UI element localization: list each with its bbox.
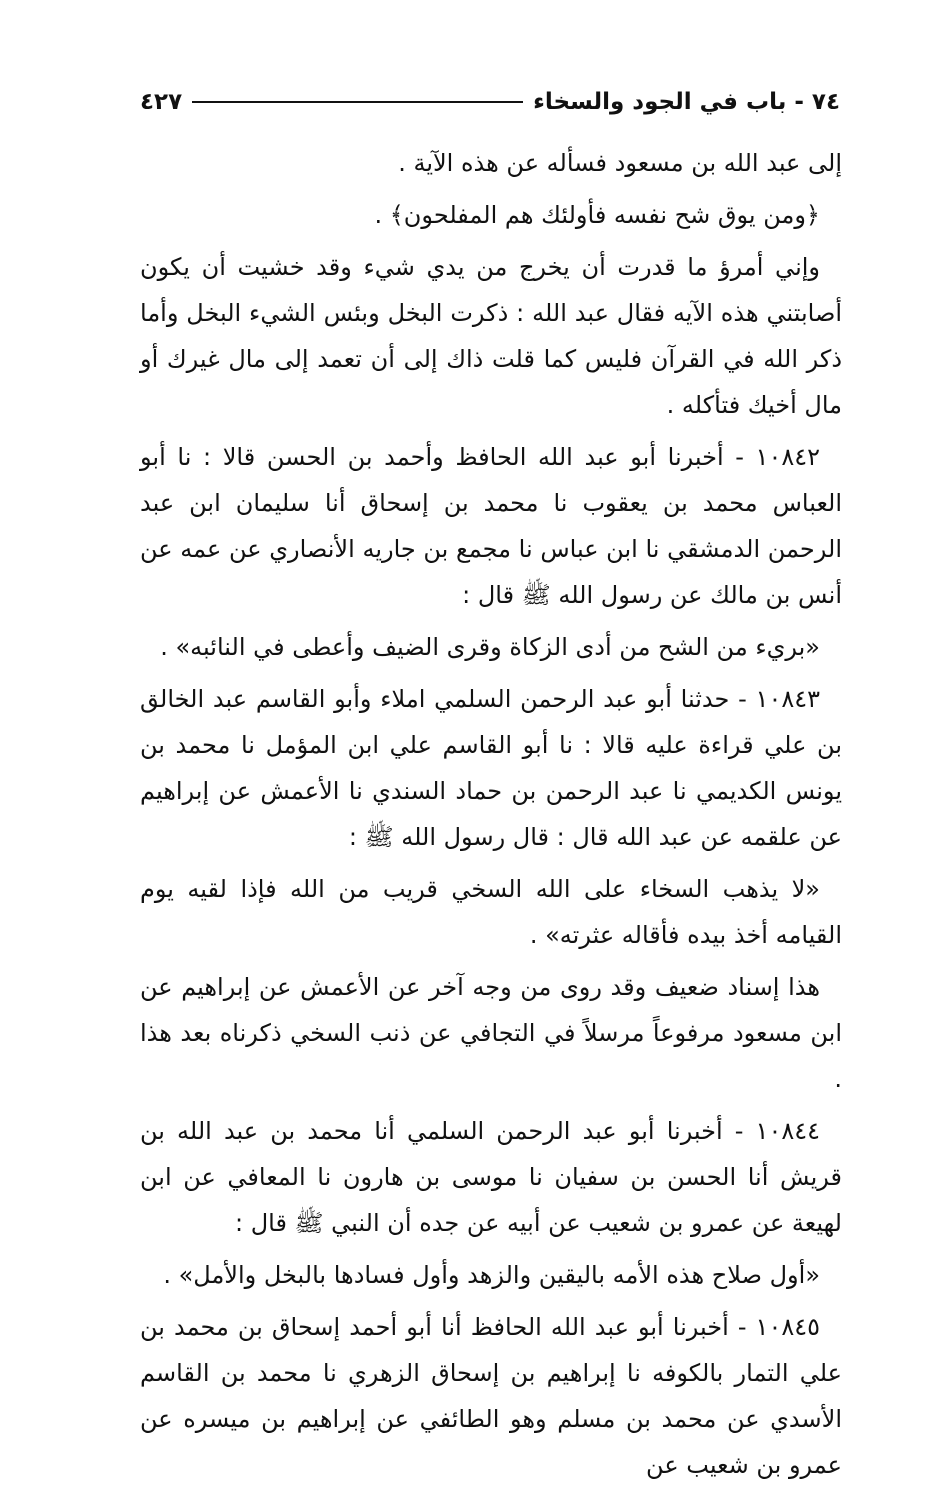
running-header — [140, 82, 840, 122]
hadith-chain-10845: ١٠٨٤٥ - أخبرنا أبو عبد الله الحافظ أنا أبو أحمد إسحاق بن محمد بن علي التمار بالكوفه نا إبراهيم بن إسحاق الزهري نا محمد بن القاسم الأسدي عن محمد بن مسلم وهو الطائفي عن إبراهيم بن ميسره عن عمرو بن شعيب عن — [140, 1313, 842, 1479]
quran-verse: ﴿ومن يوق شح نفسه فأولئك هم المفلحون﴾ . — [374, 201, 820, 229]
hadith-chain-10842: ١٠٨٤٢ - أخبرنا أبو عبد الله الحافظ وأحمد بن الحسن قالا : نا أبو العباس محمد بن يعقوب نا محمد بن إسحاق أنا سليمان ابن عبد الرحمن الدمشقي نا ابن عباس نا مجمع بن جاريه الأنصاري عن عمه عن أنس بن مالك عن رسول الله ﷺ قال : — [140, 443, 842, 609]
hadith-chain-10844: ١٠٨٤٤ - أخبرنا أبو عبد الرحمن السلمي أنا محمد بن عبد الله بن قريش أنا الحسن بن سفيان نا موسى بن هارون نا المعافي عن ابن لهيعة عن عمرو بن شعيب عن أبيه عن جده أن النبي ﷺ قال : — [140, 1117, 842, 1237]
hadith-chain-10843: ١٠٨٤٣ - حدثنا أبو عبد الرحمن السلمي املاء وأبو القاسم عبد الخالق بن علي قراءة عليه قالا : نا أبو القاسم علي ابن المؤمل نا محمد بن يونس الكديمي نا عبد الرحمن بن حماد السندي نا الأعمش عن إبراهيم عن علقمه عن عبد الله قال : قال رسول الله ﷺ : — [140, 685, 842, 851]
hadith-text: «لا يذهب السخاء على الله السخي قريب من الله فإذا لقيه يوم القيامه أخذ بيده فأقاله عثرته» . — [140, 875, 842, 949]
header-rule — [192, 101, 523, 103]
chapter-title: ٧٤ - باب في الجود والسخاء — [533, 89, 840, 115]
page-number: ٤٢٧ — [140, 89, 183, 115]
paragraph-continuation: إلى عبد الله بن مسعود فسأله عن هذه الآية . — [398, 149, 842, 177]
hadith-text: «أول صلاح هذه الأمه باليقين والزهد وأول فسادها بالبخل والأمل» . — [163, 1261, 820, 1289]
paragraph: هذا إسناد ضعيف وقد روى من وجه آخر عن الأعمش عن إبراهيم عن ابن مسعود مرفوعاً مرسلاً في التجافي عن ذنب السخي ذكرناه بعد هذا . — [140, 973, 842, 1093]
hadith-text: «بريء من الشح من أدى الزكاة وقرى الضيف وأعطى في النائبه» . — [160, 633, 820, 661]
paragraph: وإني أمرؤ ما قدرت أن يخرج من يدي شيء وقد خشيت أن يكون أصابتني هذه الآيه فقال عبد الله : ذكرت البخل وبئس الشيء البخل وأما ذكر الله في القرآن فليس كما قلت ذاك إلى أن تعمد إلى مال غيرك أو مال أخيك فتأكله . — [140, 253, 842, 419]
page-body — [140, 140, 842, 1494]
